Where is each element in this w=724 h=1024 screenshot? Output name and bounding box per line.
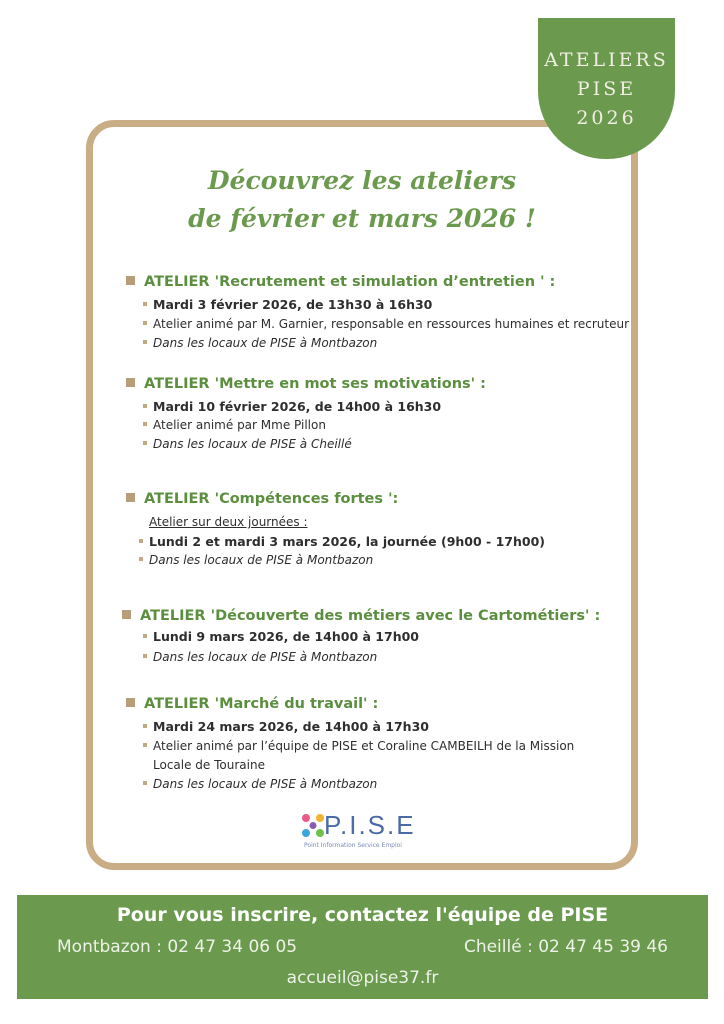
bullet-icon [143,743,147,747]
atelier-2-detail-text: Atelier animé par Mme Pillon [153,418,326,432]
atelier-1-detail-text: Atelier animé par M. Garnier, responsable en ressources humaines et recruteur [153,317,630,331]
people-circle-icon [300,812,326,840]
atelier-5-title [126,696,378,712]
badge-line1: ATELIERS [544,49,669,71]
atelier-5-location [143,777,377,791]
atelier-1-location-text: Dans les locaux de PISE à Montbazon [153,336,378,350]
atelier-2-location-text: Dans les locaux de PISE à Cheillé [153,437,352,451]
atelier-3-title [126,491,398,507]
atelier-1-title [126,274,555,290]
atelier-5-detail-continued: Locale de Touraine [153,758,265,772]
square-bullet-icon [126,378,135,387]
atelier-2-title [126,376,486,392]
square-bullet-icon [126,276,135,285]
bullet-icon [143,724,147,728]
atelier-4-date-text: Lundi 9 mars 2026, de 14h00 à 17h00 [153,629,419,644]
logo-text: P.I.S.E [324,810,416,840]
page-title-line2: de février et mars 2026 ! [188,204,536,233]
atelier-3-location [139,553,373,567]
footer-title: Pour vous inscrire, contactez l'équipe de PISE [116,904,609,926]
bullet-icon [143,634,147,638]
atelier-1-detail [143,317,629,331]
bullet-icon [143,441,147,445]
atelier-4-date [143,629,419,644]
atelier-4-location-text: Dans les locaux de PISE à Montbazon [153,650,378,664]
badge-line2: PISE [576,78,637,100]
atelier-2-date-text: Mardi 10 février 2026, de 14h00 à 16h30 [153,399,442,414]
atelier-5-detail [143,739,574,753]
bullet-icon [143,321,147,325]
bullet-icon [139,557,143,561]
atelier-2-title-text: ATELIER 'Mettre en mot ses motivations' : [144,376,486,392]
atelier-1-location [143,336,377,350]
bullet-icon [143,781,147,785]
bullet-icon [143,340,147,344]
atelier-5-date-text: Mardi 24 mars 2026, de 14h00 à 17h30 [153,719,429,734]
pise-logo [300,808,420,856]
atelier-1-date [143,297,432,312]
atelier-3-date [139,534,545,549]
atelier-5-title-text: ATELIER 'Marché du travail' : [144,696,379,712]
atelier-3-location-text: Dans les locaux de PISE à Montbazon [149,553,374,567]
atelier-5-location-text: Dans les locaux de PISE à Montbazon [153,777,378,791]
atelier-3-note: Atelier sur deux journées : [149,515,308,529]
page-title-line1: Découvrez les ateliers [207,166,517,195]
atelier-3-date-text: Lundi 2 et mardi 3 mars 2026, la journée (9h00 - 17h00) [149,534,545,549]
logo-subtitle: Point Information Service Emploi [304,842,402,849]
atelier-2-location [143,437,352,451]
atelier-2-detail [143,418,326,432]
bullet-icon [139,539,143,543]
atelier-5-date [143,719,429,734]
atelier-4-title-text: ATELIER 'Découverte des métiers avec le Cartométiers' : [140,608,601,624]
square-bullet-icon [122,610,131,619]
atelier-3-title-text: ATELIER 'Compétences fortes ': [144,491,399,507]
square-bullet-icon [126,493,135,502]
email-link[interactable]: accueil@pise37.fr [286,968,439,988]
badge-line3: 2026 [576,107,637,129]
ateliers-badge [538,18,675,159]
square-bullet-icon [126,698,135,707]
phone-montbazon[interactable]: Montbazon : 02 47 34 06 05 [57,937,298,957]
contact-footer [17,895,708,999]
atelier-1-date-text: Mardi 3 février 2026, de 13h30 à 16h30 [153,297,433,312]
atelier-1-title-text: ATELIER 'Recrutement et simulation d’entretien ' : [144,274,556,290]
bullet-icon [143,302,147,306]
bullet-icon [143,422,147,426]
bullet-icon [143,404,147,408]
bullet-icon [143,654,147,658]
atelier-2-date [143,399,441,414]
atelier-4-title [122,608,600,624]
phone-cheille[interactable]: Cheillé : 02 47 45 39 46 [463,937,668,957]
atelier-5-detail-text-1: Atelier animé par l’équipe de PISE et Coraline CAMBEILH de la Mission [153,739,575,753]
atelier-4-location [143,650,377,664]
